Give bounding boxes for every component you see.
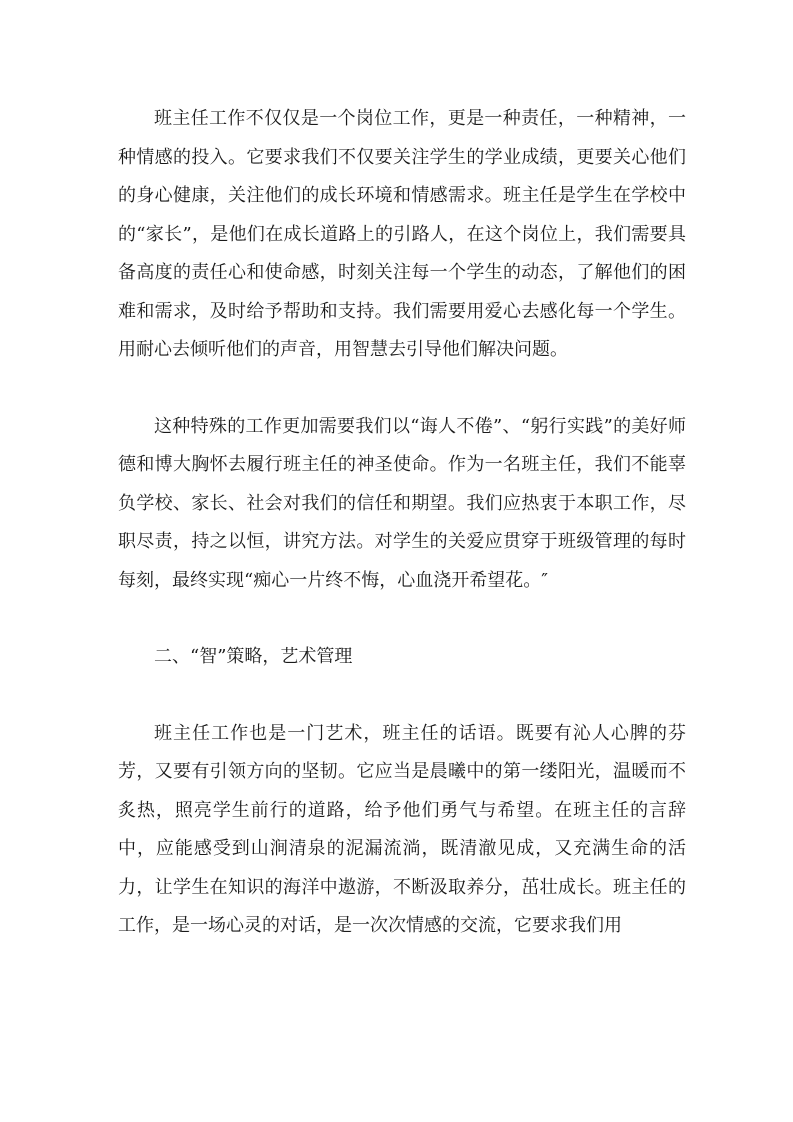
- section-heading: 二、“智”策略，艺术管理: [154, 646, 353, 667]
- document-body: [118, 100, 686, 946]
- paragraph-2: 这种特殊的工作更加需要我们以“诲人不倦”、“躬行实践”的美好师德和博大胸怀去履行班主任的神圣使命。作为一名班主任，我们不能辜负学校、家长、社会对我们的信任和期望。我们应热衷于本职工作，尽职尽责，持之以恒，讲究方法。对学生的关爱应贯穿于班级管理的每时每刻，最终实现“痴心一片终不悔，心血浇开希望花。″: [118, 415, 686, 591]
- paragraph-3: 班主任工作也是一门艺术，班主任的话语。既要有沁人心脾的芬芳，又要有引领方向的坚韧。它应当是晨曦中的第一缕阳光，温暖而不炙热，照亮学生前行的道路，给予他们勇气与希望。在班主任的言辞中，应能感受到山涧清泉的泥漏流淌，既清澈见成，又充满生命的活力，让学生在知识的海洋中遨游，不断汲取养分，茁壮成长。班主任的工作，是一场心灵的对话，是一次次情感的交流，它要求我们用: [118, 722, 686, 936]
- paragraph-1: 班主任工作不仅仅是一个岗位工作，更是一种责任，一种精神，一种情感的投入。它要求我们不仅要关注学生的学业成绩，更要关心他们的身心健康，关注他们的成长环境和情感需求。班主任是学生在学校中的“家长”，是他们在成长道路上的引路人，在这个岗位上，我们需要具备高度的责任心和使命感，时刻关注每一个学生的动态，了解他们的困难和需求，及时给予帮助和支持。我们需要用爱心去感化每一个学生。用耐心去倾听他们的声音，用智慧去引导他们解决问题。: [118, 108, 686, 360]
- paragraph-gap: [118, 600, 686, 638]
- paragraph-gap: [118, 370, 686, 408]
- paragraph-gap: [118, 677, 686, 715]
